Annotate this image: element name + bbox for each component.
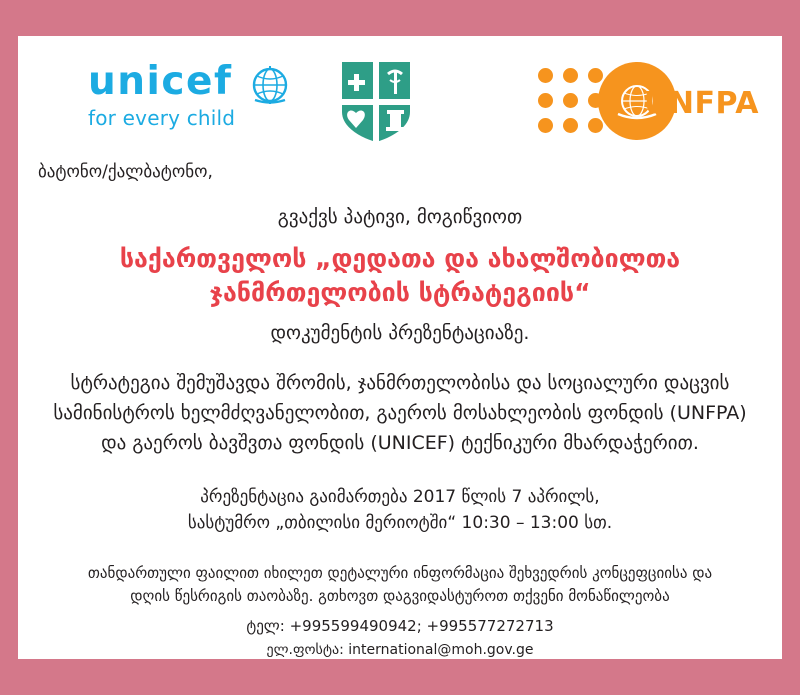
top-decorative-band (0, 0, 800, 36)
moh-shield-icon (338, 58, 414, 144)
document-subtitle: დოკუმენტის პრეზენტაციაზე. (270, 322, 530, 344)
letter-content (18, 36, 782, 659)
unicef-globe-icon (249, 64, 291, 110)
event-venue-line: სასტუმრო „თბილისი მერიოტში“ 10:30 – 13:00 სთ. (187, 513, 613, 533)
unfpa-logo (538, 62, 759, 140)
unfpa-dots-icon (538, 68, 604, 134)
left-decorative-band (0, 0, 18, 695)
email-label: ელ.ფოსტა: (266, 642, 344, 658)
event-date-line: პრეზენტაცია გაიმართება 2017 წლის 7 აპრილს, (200, 487, 600, 507)
salutation: ბატონო/ქალბატონო, (38, 162, 213, 182)
attachment-note (66, 562, 734, 608)
unicef-logo (88, 59, 288, 130)
attachment-note-line-2: დღის წესრიგის თაობაზე. გთხოვთ დაგვიდასტუროთ თქვენი მონაწილეობა (130, 587, 670, 605)
logo-row (18, 36, 782, 146)
phone-label: ტელ: (246, 617, 285, 635)
ministry-of-health-logo (338, 58, 414, 144)
contact-block (18, 614, 782, 662)
document-title-line-2: ჯანმრთელობის სტრატეგიის“ (209, 278, 591, 307)
event-details (18, 484, 782, 536)
unfpa-wordmark: UNFPA (644, 86, 759, 121)
right-decorative-band (782, 0, 800, 695)
invite-line: გვაქვს პატივი, მოგიწვიოთ (277, 206, 523, 228)
body-paragraph: სტრატეგია შემუშავდა შრომის, ჯანმრთელობისა და სოციალური დაცვის სამინისტროს ხელმძღვანელობით, გაეროს მოსახლეობის ფონდის (UNFPA) და გაეროს ბავშვთა ფონდის (UNICEF) ტექნიკური მხარდაჭერით. (53, 372, 747, 454)
unicef-wordmark: unicef (88, 59, 233, 104)
email-line (18, 638, 782, 662)
phone-line (18, 614, 782, 638)
email-address[interactable]: international@moh.gov.ge (348, 642, 534, 658)
unicef-tagline: for every child (88, 106, 236, 130)
document-title-line-1: საქართველოს „დედათა და ახალშობილთა (119, 244, 681, 273)
bottom-decorative-band (0, 659, 800, 695)
phone-numbers: +995599490942; +995577272713 (289, 617, 554, 635)
attachment-note-line-1: თანდართული ფაილით იხილეთ დეტალური ინფორმაცია შეხვედრის კონცეფციისა და (87, 564, 713, 582)
